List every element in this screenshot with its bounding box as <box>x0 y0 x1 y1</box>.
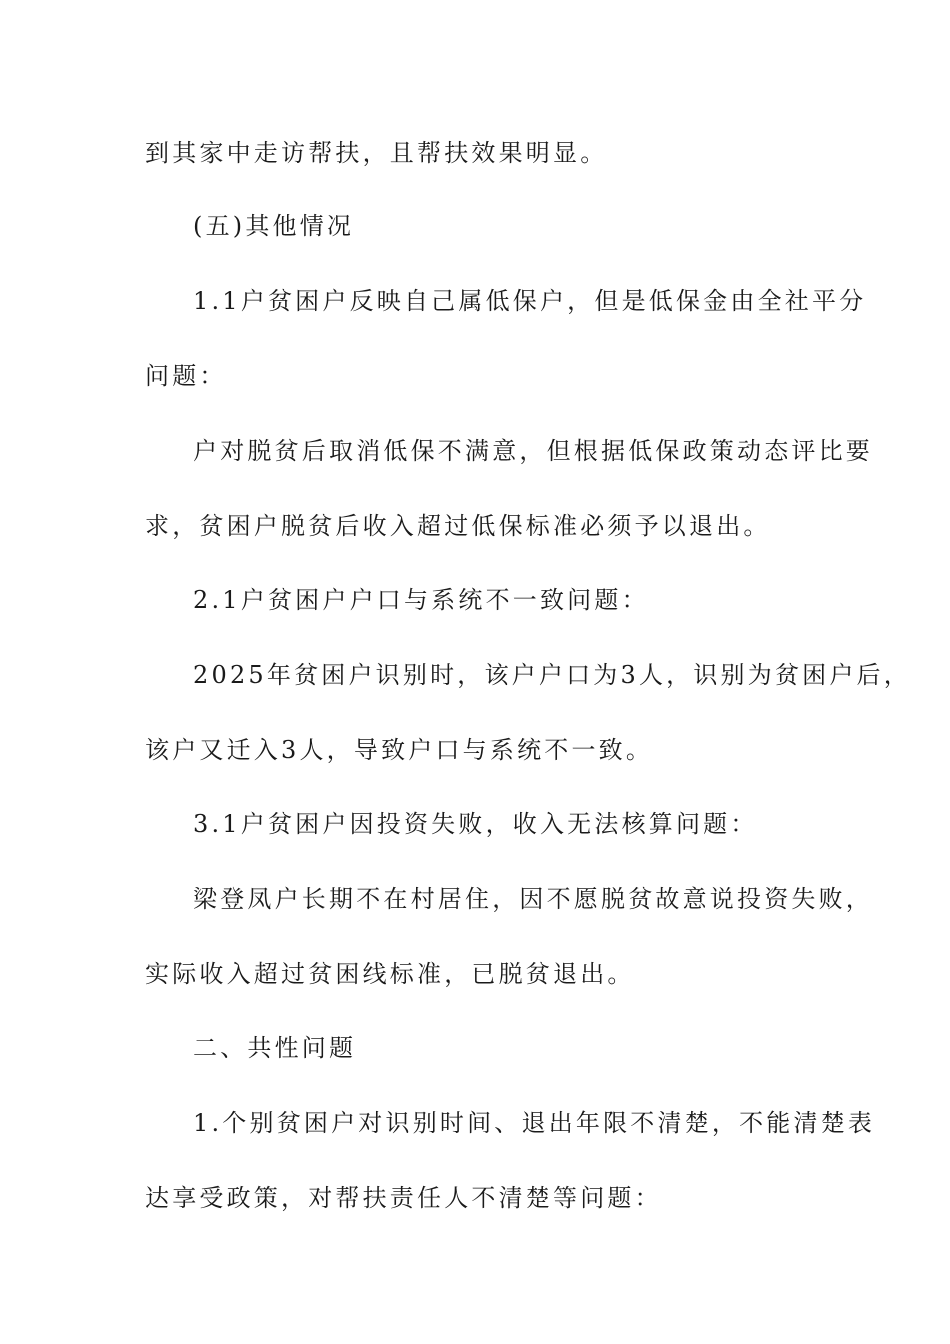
text-line: 2025年贫困户识别时，该户户口为3人，识别为贫困户后， <box>193 661 911 689</box>
text-line: 该户又迁入3人，导致户口与系统不一致。 <box>145 736 654 764</box>
section-heading: (五)其他情况 <box>193 212 355 240</box>
section-heading: 二、共性问题 <box>193 1034 357 1062</box>
text-line: 梁登凤户长期不在村居住，因不愿脱贫故意说投资失败， <box>193 885 873 913</box>
text-line: 求，贫困户脱贫后收入超过低保标准必须予以退出。 <box>145 512 771 540</box>
text-line: 3.1户贫困户因投资失败，收入无法核算问题： <box>193 810 758 838</box>
text-line: 2.1户贫困户户口与系统不一致问题： <box>193 586 649 614</box>
text-line: 1.1户贫困户反映自己属低保户，但是低保金由全社平分 <box>193 287 867 315</box>
text-line: 到其家中走访帮扶，且帮扶效果明显。 <box>145 139 608 167</box>
text-line: 达享受政策，对帮扶责任人不清楚等问题： <box>145 1184 662 1212</box>
text-line: 问题： <box>145 362 227 390</box>
text-line: 1.个别贫困户对识别时间、退出年限不清楚，不能清楚表 <box>193 1109 876 1137</box>
text-line: 实际收入超过贫困线标准，已脱贫退出。 <box>145 960 635 988</box>
text-line: 户对脱贫后取消低保不满意，但根据低保政策动态评比要 <box>193 437 873 465</box>
